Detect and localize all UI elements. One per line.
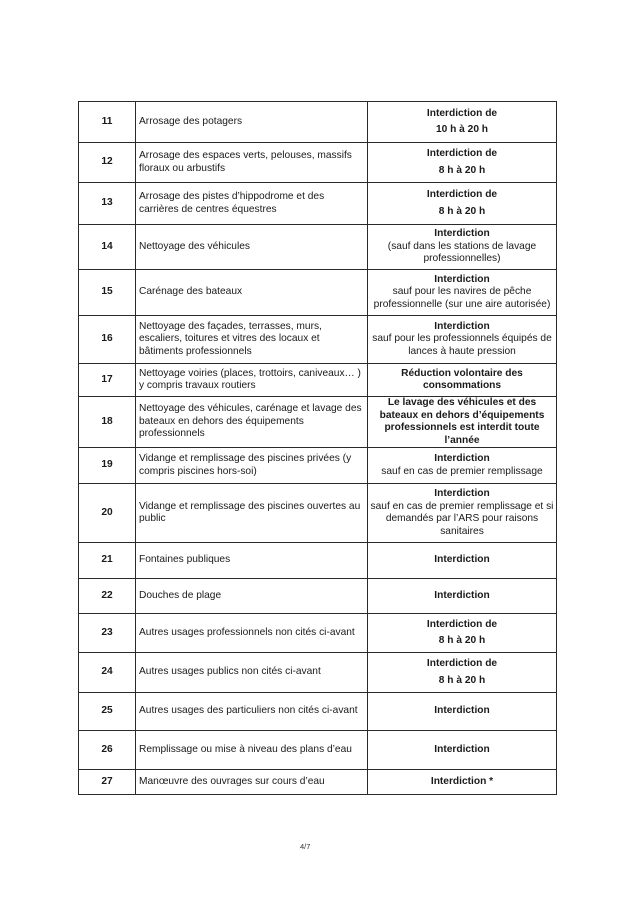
row-number: 22	[79, 579, 136, 614]
rule-text: Interdiction	[434, 589, 490, 601]
table-row	[79, 693, 557, 731]
rule-text: Interdiction	[434, 453, 490, 464]
rule-cell	[368, 543, 557, 579]
rule-exception: sauf pour les navires de pêche professionnelle (sur une aire autorisée)	[373, 286, 551, 310]
usage-cell: Autres usages publics non cités ci-avant	[136, 653, 368, 693]
rule-cell	[368, 183, 557, 225]
rule-cell	[368, 579, 557, 614]
table-row	[79, 143, 557, 183]
rule-exception: sauf pour les professionnels équipés de lances à haute pression	[372, 333, 552, 357]
rule-exception: sauf en cas de premier remplissage	[381, 465, 543, 477]
usage-cell: Douches de plage	[136, 579, 368, 614]
rule-cell	[368, 364, 557, 397]
row-number: 19	[79, 448, 136, 484]
rule-text: Interdiction	[434, 488, 490, 499]
table-row	[79, 364, 557, 397]
rule-cell	[368, 693, 557, 731]
usage-cell: Arrosage des potagers	[136, 102, 368, 143]
table-row	[79, 731, 557, 770]
usage-cell: Manœuvre des ouvrages sur cours d’eau	[136, 770, 368, 795]
rule-cell	[368, 484, 557, 543]
table-row	[79, 316, 557, 364]
usage-cell: Nettoyage des véhicules, carénage et lavage des bateaux en dehors des équipements professionnels	[136, 397, 368, 448]
table-row	[79, 579, 557, 614]
row-number: 23	[79, 614, 136, 653]
row-number: 20	[79, 484, 136, 543]
rule-text: Interdiction	[434, 705, 490, 717]
rule-hours: 8 h à 20 h	[438, 205, 486, 217]
rule-exception: (sauf dans les stations de lavage professionnelles)	[387, 240, 537, 265]
rule-cell	[368, 614, 557, 653]
row-number: 15	[79, 270, 136, 316]
row-number: 21	[79, 543, 136, 579]
row-number: 12	[79, 143, 136, 183]
table-row	[79, 770, 557, 795]
usage-cell: Nettoyage des façades, terrasses, murs, escaliers, toitures et vitres des locaux et bâtiments professionnels	[136, 316, 368, 364]
usage-cell: Fontaines publiques	[136, 543, 368, 579]
table-row	[79, 270, 557, 316]
rule-exception: sauf en cas de premier remplissage et si demandés par l’ARS pour raisons sanitaires	[370, 500, 554, 537]
row-number: 16	[79, 316, 136, 364]
rule-cell	[368, 731, 557, 770]
rule-text: Le lavage des véhicules et des bateaux en dehors d’équipements professionnels est interdit toute l’année	[379, 397, 545, 446]
table-row	[79, 448, 557, 484]
row-number: 18	[79, 397, 136, 448]
rule-hours: 10 h à 20 h	[435, 124, 489, 135]
rule-cell	[368, 102, 557, 143]
table-row	[79, 102, 557, 143]
usage-cell: Nettoyage des véhicules	[136, 225, 368, 270]
table-row	[79, 614, 557, 653]
rule-text: Interdiction	[434, 228, 490, 240]
usage-cell: Autres usages professionnels non cités ci-avant	[136, 614, 368, 653]
table-row	[79, 653, 557, 693]
usage-cell: Arrosage des espaces verts, pelouses, massifs floraux ou arbustifs	[136, 143, 368, 183]
rule-text: Interdiction de	[426, 189, 498, 200]
rule-cell	[368, 316, 557, 364]
rule-hours: 8 h à 20 h	[438, 635, 486, 646]
rule-text: Interdiction	[434, 554, 490, 566]
row-number: 14	[79, 225, 136, 270]
table-row	[79, 397, 557, 448]
usage-cell: Arrosage des pistes d’hippodrome et des carrières de centres équestres	[136, 183, 368, 225]
usage-cell: Autres usages des particuliers non cités ci-avant	[136, 693, 368, 731]
rule-text: Interdiction	[434, 273, 490, 285]
rule-cell	[368, 225, 557, 270]
row-number: 13	[79, 183, 136, 225]
table-row	[79, 543, 557, 579]
usage-cell: Carénage des bateaux	[136, 270, 368, 316]
rule-text: Interdiction de	[426, 107, 498, 119]
rule-text: Interdiction *	[430, 775, 494, 787]
rule-cell	[368, 653, 557, 693]
row-number: 17	[79, 364, 136, 397]
table-row	[79, 183, 557, 225]
rule-cell	[368, 143, 557, 183]
usage-cell: Vidange et remplissage des piscines privées (y compris piscines hors-soi)	[136, 448, 368, 484]
rule-cell	[368, 448, 557, 484]
row-number: 24	[79, 653, 136, 693]
row-number: 26	[79, 731, 136, 770]
rule-text: Interdiction de	[426, 618, 498, 630]
rule-cell	[368, 770, 557, 795]
rule-cell	[368, 270, 557, 316]
rule-text: Interdiction	[434, 743, 490, 755]
rule-cell	[368, 397, 557, 448]
table-row	[79, 484, 557, 543]
water-restrictions-table	[78, 101, 557, 795]
usage-cell: Remplissage ou mise à niveau des plans d’eau	[136, 731, 368, 770]
row-number: 11	[79, 102, 136, 143]
rule-text: Réduction volontaire des consommations	[401, 367, 523, 391]
rule-text: Interdiction de	[426, 148, 498, 159]
rule-text: Interdiction de	[426, 658, 498, 669]
rule-hours: 8 h à 20 h	[438, 164, 486, 176]
usage-cell: Vidange et remplissage des piscines ouvertes au public	[136, 484, 368, 543]
rule-hours: 8 h à 20 h	[438, 674, 486, 686]
row-number: 27	[79, 770, 136, 795]
row-number: 25	[79, 693, 136, 731]
rule-text: Interdiction	[434, 320, 490, 332]
usage-cell: Nettoyage voiries (places, trottoirs, caniveaux… ) y compris travaux routiers	[136, 364, 368, 397]
table-row	[79, 225, 557, 270]
table-body	[79, 102, 557, 795]
page-number: 4/7	[300, 842, 311, 851]
